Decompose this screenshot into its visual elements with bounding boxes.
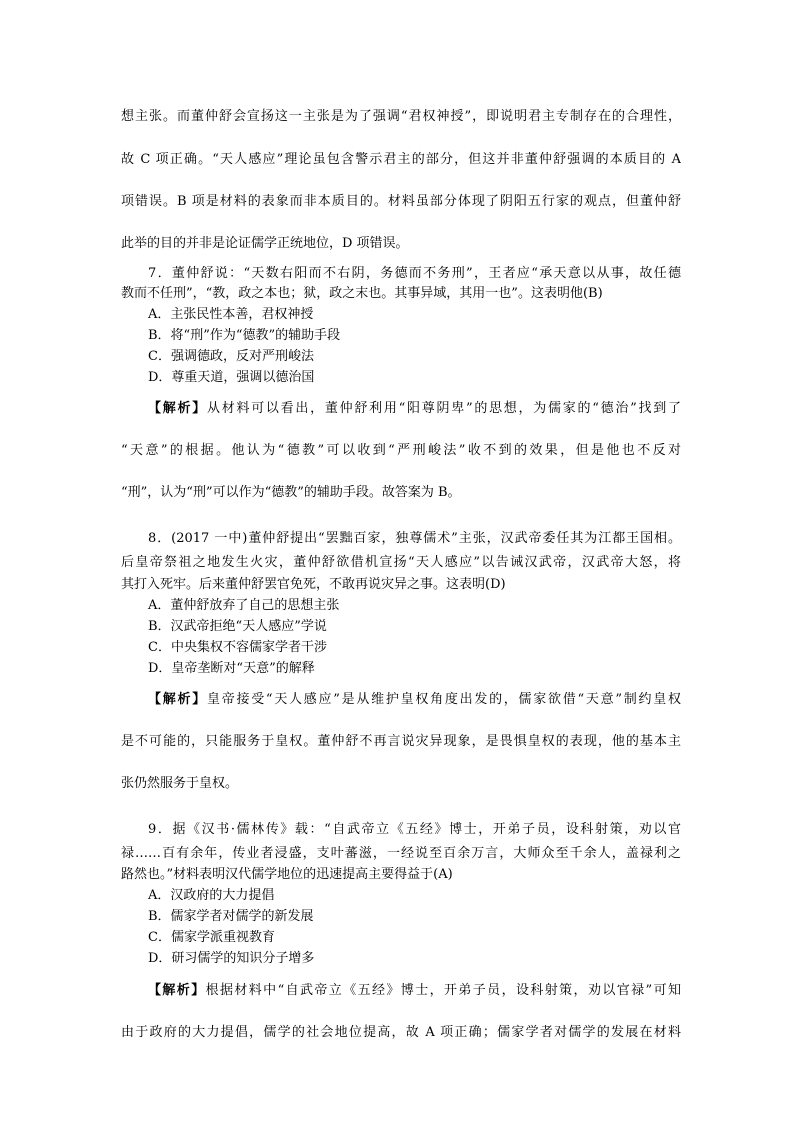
question-8-option-b: B．汉武帝拒绝“天人感应”学说 xyxy=(148,619,327,634)
question-8-analysis: 张仍然服务于皇权。 xyxy=(121,776,239,791)
question-9-stem: 禄……百有余年，传业者浸盛，支叶蕃滋，一经说至百余万言，大师众至千余人，盖禄利之 xyxy=(121,846,681,861)
question-8-analysis xyxy=(148,691,681,709)
analysis-text: 皇帝接受“天人感应”是从维护皇权角度出发的，儒家欲借“天意”制约皇权 xyxy=(206,692,681,707)
question-7-option-a: A．主张民性本善，君权神授 xyxy=(148,307,314,322)
question-8-analysis: 是不可能的，只能服务于皇权。董仲舒不再言说灾异现象，是畏惧皇权的表现，他的基本主 xyxy=(121,734,681,749)
question-7-option-d: D．尊重天道，强调以德治国 xyxy=(148,370,315,385)
question-7-option-c: C．强调德政，反对严刑峻法 xyxy=(148,349,314,364)
question-9-option-a: A．汉政府的大力提倡 xyxy=(148,888,275,903)
question-9-analysis: 由于政府的大力提倡，儒学的社会地位提高，故 A 项正确；儒家学者对儒学的发展在材料 xyxy=(121,1025,681,1040)
question-9-option-b: B．儒家学者对儒学的新发展 xyxy=(148,909,314,924)
question-9-analysis xyxy=(148,982,681,1000)
question-8-option-a: A．董仲舒放弃了自己的思想主张 xyxy=(148,598,340,613)
paragraph-line: 项错误。B 项是材料的表象而非本质目的。材料虽部分体现了阴阳五行家的观点，但董仲舒 xyxy=(121,194,681,209)
question-7-analysis xyxy=(148,400,681,418)
analysis-text: 根据材料中“自武帝立《五经》博士，开弟子员，设科射策，劝以官禄”可知 xyxy=(205,983,681,998)
paragraph-line: 故 C 项正确。“天人感应”理论虽包含警示君主的部分，但这并非董仲舒强调的本质目的 A xyxy=(121,152,681,167)
question-8-option-c: C．中央集权不容儒家学者干涉 xyxy=(148,640,327,655)
question-8-stem: 其打入死牢。后来董仲舒罢官免死，不敢再说灾异之事。这表明(D) xyxy=(121,577,506,592)
question-9-option-d: D．研习儒学的知识分子增多 xyxy=(148,951,315,966)
question-7-analysis: “天意”的根据。他认为“德教”可以收到“严刑峻法”收不到的效果，但是他也不反对 xyxy=(121,443,681,458)
analysis-text: 从材料可以看出，董仲舒利用“阳尊阴卑”的思想，为儒家的“德治”找到了 xyxy=(206,401,681,416)
paragraph-line: 想主张。而董仲舒会宣扬这一主张是为了强调“君权神授”，即说明君主专制存在的合理性， xyxy=(121,109,681,124)
question-7-analysis: “刑”，认为“刑”可以作为“德教”的辅助手段。故答案为 B。 xyxy=(121,485,461,500)
question-9-option-c: C．儒家学派重视教育 xyxy=(148,930,275,945)
analysis-tag: 【解析】 xyxy=(148,401,207,416)
question-7-stem: 7．董仲舒说：“天数右阳而不右阴，务德而不务刑”，王者应“承天意以从事，故任德 xyxy=(148,266,681,281)
analysis-tag: 【解析】 xyxy=(148,692,207,707)
question-8-stem: 后皇帝祭祖之地发生火灾，董仲舒欲借机宣扬“天人感应”以告诫汉武帝，汉武帝大怒，将 xyxy=(121,555,681,570)
analysis-tag: 【解析】 xyxy=(148,983,206,998)
question-8-option-d: D．皇帝垄断对“天意”的解释 xyxy=(148,661,315,676)
question-9-stem: 路然也。”材料表明汉代儒学地位的迅速提高主要得益于(A) xyxy=(121,867,453,882)
question-7-option-b: B．将“刑”作为“德教”的辅助手段 xyxy=(148,328,341,343)
paragraph-line: 此举的目的并非是论证儒学正统地位，D 项错误。 xyxy=(121,236,409,251)
question-8-stem: 8．(2017 一中)董仲舒提出“罢黜百家，独尊儒术”主张，汉武帝委任其为江都王国相。 xyxy=(148,531,681,546)
question-7-stem: 教而不任刑”，“教，政之本也；狱，政之末也。其事异域，其用一也”。这表明他(B) xyxy=(121,286,603,301)
question-9-stem: 9．据《汉书·儒林传》载：“自武帝立《五经》博士，开弟子员，设科射策，劝以官 xyxy=(148,822,681,837)
